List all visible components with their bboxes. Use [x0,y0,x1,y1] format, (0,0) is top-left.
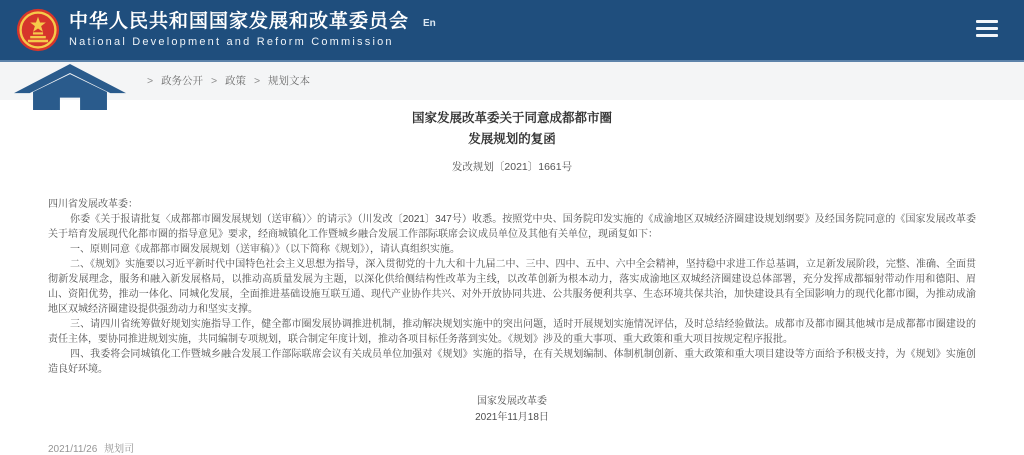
document-addressee: 四川省发展改革委： [48,199,138,210]
language-switch-link[interactable]: En [423,17,436,29]
document-title-line1: 国家发展改革委关于同意成都都市圈 [411,111,612,125]
publish-department: 规划司 [104,444,135,455]
hamburger-menu-icon[interactable] [976,20,998,41]
breadcrumb-separator: > [210,75,218,87]
document-paragraph: 二、《规划》实施要以习近平新时代中国特色社会主义思想为指导，深入贯彻党的十九大和十九届二中、三中、四中、五中、六中全会精神，坚持稳中求进工作总基调，立足新发展阶段，完整、准确、全面贯彻新发展理念，服务和融入新发展格局，以推动高质量发展为主题，以深化供给侧结构性改革为主线，以改革创新为根本动力，落实成渝地区双城经济圈建设总体部署，充分发挥成都辐射带动作用和德阳、眉山、资阳优势，推动一体化、同城化发展，全面推进基础设施互联互通、现代产业协作共兴、对外开放协同共进、公共服务便利共享、生态环境共保共治，加快建设具有全国影响力的现代化都市圈，为推动成渝地区双城经济圈建设提供强劲动力和坚实支撑。 [48,259,976,315]
signature-block [48,394,976,426]
document-title-line2: 发展规划的复函 [468,132,556,146]
signature-date: 2021年11月18日 [475,412,549,423]
document-body [0,100,1024,455]
document-paragraph: 三、请四川省统筹做好规划实施指导工作，健全都市圈发展协调推进机制，推动解决规划实施中的突出问题，适时开展规划实施情况评估，及时总结经验做法。成都市及都市圈其他城市是成都都市圈建设的责任主体，要协同推进规划实施，共同编制专项规划，联合制定年度计划，推动各项目标任务落到实处。《规划》涉及的重大事项、重大政策和重大项目按规定程序报批。 [48,319,976,345]
breadcrumb-item-zhengwugongkai[interactable]: 政务公开 [161,75,204,87]
document-paragraph: 你委《关于报请批复〈成都都市圈发展规划（送审稿）〉的请示》（川发改〔2021〕347号）收悉。按照党中央、国务院印发实施的《成渝地区双城经济圈建设规划纲要》及经国务院同意的《国家发展改革委关于培育发展现代化都市圈的指导意见》要求，经商城镇化工作暨城乡融合发展工作部际联席会议成员单位及其他有关单位，现函复如下： [48,214,976,240]
breadcrumb-separator: > [253,75,261,87]
publish-date: 2021/11/26 [48,444,98,455]
breadcrumb-item-zhengce[interactable]: 政策 [225,75,247,87]
breadcrumb-item-guihuawenben[interactable]: 规划文本 [268,75,311,87]
site-title-cn: 中华人民共和国国家发展和改革委员会 [69,11,410,32]
breadcrumb-separator: > [147,75,154,87]
signature-signer: 国家发展改革委 [477,396,547,407]
document-number: 发改规划〔2021〕1661号 [451,161,573,173]
site-title-block [69,11,409,49]
home-icon[interactable] [14,64,126,115]
national-emblem-icon [16,8,60,52]
breadcrumb [0,62,1024,100]
breadcrumb-trail [142,62,310,100]
document-paragraph: 一、原则同意《成都都市圈发展规划（送审稿）》（以下简称《规划》），请认真组织实施。 [70,244,460,255]
site-title-en: National Development and Reform Commission [69,36,394,48]
site-header [0,0,1024,62]
publish-meta [48,440,976,455]
document-paragraph: 四、我委将会同城镇化工作暨城乡融合发展工作部际联席会议有关成员单位加强对《规划》实施的指导，在有关规划编制、体制机制创新、重大政策和重大项目建设等方面给予积极支持，为《规划》实施创造良好环境。 [48,349,976,375]
